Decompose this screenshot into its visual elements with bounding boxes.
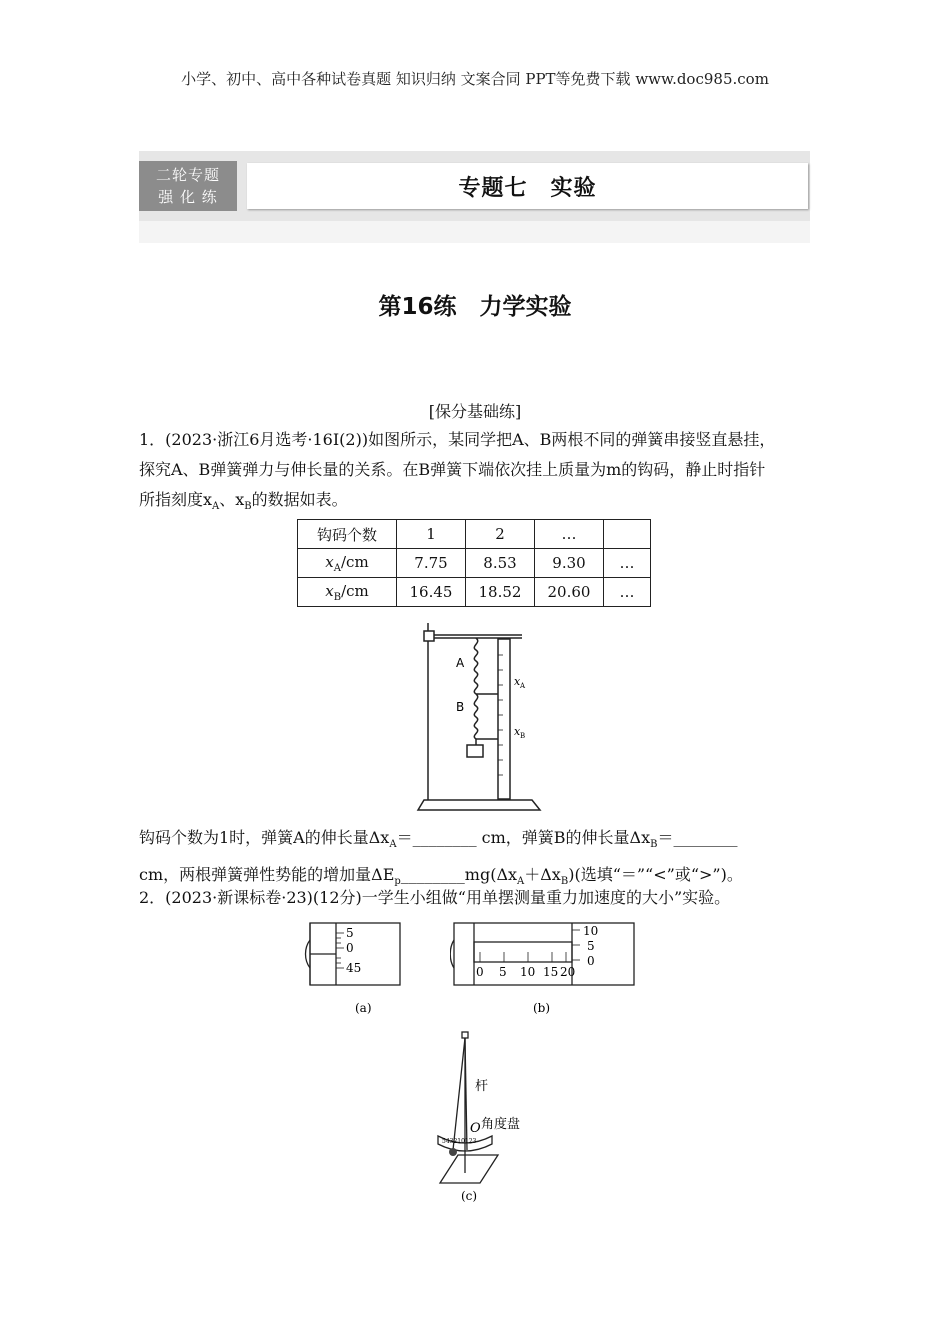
pendulum-bob — [449, 1148, 457, 1156]
dial-digits: 543210123 — [442, 1138, 477, 1145]
micrometer-b-thimble-tick: 5 — [587, 939, 595, 953]
page-header: 小学、初中、高中各种试卷真题 知识归纳 文案合同 PPT等免费下载 www.doc985.com — [181, 70, 769, 88]
table-header-row — [298, 520, 651, 549]
table-header-cell: 2 — [466, 520, 535, 549]
table-row — [298, 578, 651, 607]
micrometer-b-thimble-tick: 10 — [583, 924, 599, 938]
micrometer-b-main-tick: 20 — [560, 965, 576, 979]
xa-sub-label: A — [520, 682, 526, 690]
banner-tag-line2: 强 化 练 — [158, 188, 218, 206]
table-cell: 18.52 — [466, 578, 535, 607]
table-row-label: $x_B/cm$ — [298, 578, 397, 607]
xb-sub-label: B — [520, 732, 526, 740]
micrometer-b-main-tick: 5 — [499, 965, 507, 979]
table-cell: … — [604, 578, 651, 607]
table-header-cell — [604, 520, 651, 549]
caption-b: (b) — [533, 1001, 551, 1015]
micrometer-b-thimble-tick: 0 — [587, 954, 595, 968]
question-1-text — [139, 425, 811, 522]
table-cell: 9.30 — [535, 549, 604, 578]
micrometer-a-tick: 5 — [346, 926, 354, 940]
table-header-cell: 钩码个数 — [298, 520, 397, 549]
q1-answer-line1: 钩码个数为1时，弹簧A的伸长量$\Delta x_A=\_\_\_\_\_\_\_\_$ cm，弹簧B的伸长量$\Delta x_B=\_\_\_\_\_\_\_\_$ — [139, 828, 738, 851]
spring-a-label: A — [456, 656, 465, 670]
banner-title: 专题七 实验 — [247, 163, 808, 209]
micrometer-b-main-tick: 15 — [543, 965, 559, 979]
micrometer-a-tick: 45 — [346, 961, 362, 975]
q1-line3: 所指刻度$x_A$、$x_B$的数据如表。 — [139, 490, 348, 513]
data-table — [297, 519, 651, 607]
table-cell: 20.60 — [535, 578, 604, 607]
pendulum-figure — [420, 1028, 540, 1208]
caption-c: (c) — [461, 1189, 478, 1203]
rod-label: 杆 — [475, 1079, 489, 1094]
spring-stand-figure — [410, 615, 550, 815]
xb-label: x — [514, 725, 521, 738]
micrometer-b-figure — [450, 918, 640, 1018]
banner-strip — [139, 221, 810, 243]
table-header-cell: 1 — [397, 520, 466, 549]
q1-answer-line2: cm，两根弹簧弹性势能的增加量$\Delta E_p\_\_\_\_\_\_\_\_mg(\Delta x_A+\Delta x_B)$(选填“＝”“<”或“>”)。 — [139, 865, 743, 888]
table-row-label: $x_A/cm$ — [298, 549, 397, 578]
q1-line2: 探究A、B弹簧弹力与伸长量的关系。在B弹簧下端依次挂上质量为m的钩码，静止时指针 — [139, 460, 766, 479]
micrometer-a-tick: 0 — [346, 941, 354, 955]
micrometer-b-main-tick: 0 — [476, 965, 484, 979]
table-cell: 16.45 — [397, 578, 466, 607]
table-cell: 7.75 — [397, 549, 466, 578]
table-cell: … — [604, 549, 651, 578]
question-2-text: 2．(2023·新课标卷·23)(12分)一学生小组做“用单摆测量重力加速度的大小”实验。 — [139, 888, 731, 907]
micrometer-a-figure — [300, 918, 410, 1018]
table-cell: 8.53 — [466, 549, 535, 578]
lesson-title: 第16练 力学实验 — [378, 294, 572, 320]
micrometer-b-main-tick: 10 — [520, 965, 536, 979]
banner-tag — [139, 161, 237, 211]
q1-line1: 1．(2023·浙江6月选考·16Ⅰ(2))如图所示，某同学把A、B两根不同的弹簧串接竖直悬挂， — [139, 430, 776, 449]
table-row — [298, 549, 651, 578]
pivot-o-label: O — [470, 1121, 481, 1136]
table-header-cell: … — [535, 520, 604, 549]
dial-label: 角度盘 — [481, 1117, 521, 1132]
section-tag: [保分基础练] — [428, 402, 522, 421]
spring-b-label: B — [456, 700, 465, 714]
xa-label: x — [514, 675, 521, 688]
caption-a: (a) — [355, 1001, 372, 1015]
banner-tag-line1: 二轮专题 — [155, 166, 220, 184]
